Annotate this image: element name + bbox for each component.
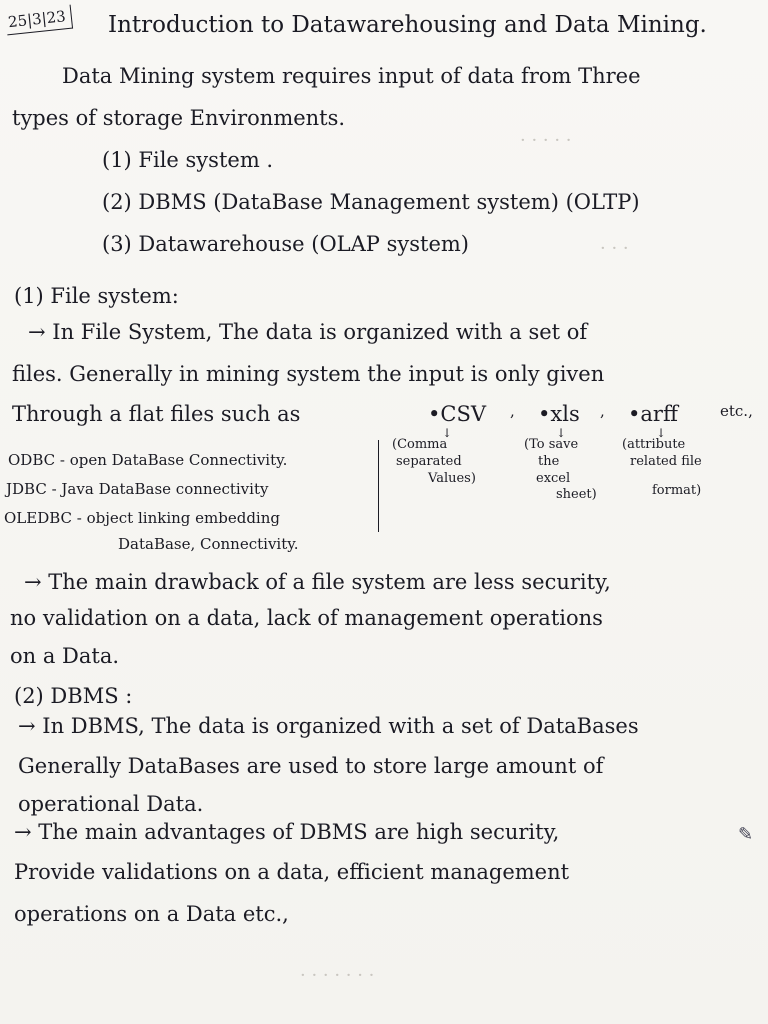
drawback-line-3: on a Data.: [10, 644, 120, 668]
file-system-para-line-1: → In File System, The data is organized with a set of: [28, 320, 588, 344]
intro-line-2: types of storage Environments.: [12, 106, 346, 130]
dbms-adv-line-2: Provide validations on a data, efficient management: [14, 860, 570, 884]
oledbc-line-continued: DataBase, Connectivity.: [118, 535, 299, 553]
dbms-adv-line-3: operations on a Data etc.,: [14, 902, 289, 926]
format-arff: •arff: [628, 402, 678, 426]
storage-item-1: (1) File system .: [102, 148, 274, 172]
jdbc-line: JDBC - Java DataBase connectivity: [6, 480, 269, 498]
arff-note-line: (attribute: [622, 437, 686, 452]
file-system-heading: (1) File system:: [14, 284, 179, 308]
csv-note-line: separated: [396, 454, 462, 469]
page-title: Introduction to Datawarehousing and Data Mining.: [108, 12, 707, 38]
dbms-adv-line-1: → The main advantages of DBMS are high security,: [14, 820, 560, 844]
format-separator: ,: [600, 402, 605, 420]
format-csv: •CSV: [428, 402, 487, 426]
dbms-para-line-3: operational Data.: [18, 792, 204, 816]
bleed-through-text: · · · · · · ·: [300, 965, 375, 986]
xls-note-line: the: [538, 454, 560, 469]
arff-note-line: related file: [630, 454, 702, 469]
drawback-line-1: → The main drawback of a file system are less security,: [24, 570, 611, 594]
xls-note-line: sheet): [556, 487, 597, 502]
dbms-heading: (2) DBMS :: [14, 684, 133, 708]
arrow-down-icon: ↓: [442, 426, 453, 440]
intro-line-1: Data Mining system requires input of data from Three: [62, 64, 641, 88]
bleed-through-text: · · ·: [600, 238, 629, 259]
drawback-line-2: no validation on a data, lack of management operations: [10, 606, 603, 630]
dbms-para-line-1: → In DBMS, The data is organized with a set of DataBases: [18, 714, 639, 738]
etc-text: etc.,: [720, 402, 753, 420]
ink-mark-icon: ✎: [738, 824, 754, 845]
file-system-para-line-2: files. Generally in mining system the input is only given: [12, 362, 605, 386]
arrow-down-icon: ↓: [656, 426, 667, 440]
arrow-down-icon: ↓: [556, 426, 567, 440]
csv-note-line: Values): [428, 471, 476, 486]
oledbc-line: OLEDBC - object linking embedding: [4, 509, 280, 527]
format-xls: •xls: [538, 402, 580, 426]
storage-item-2: (2) DBMS (DataBase Management system) (OLTP): [102, 190, 640, 214]
arff-note-line: format): [652, 483, 702, 498]
format-separator: ,: [510, 402, 515, 420]
odbc-line: ODBC - open DataBase Connectivity.: [8, 451, 288, 469]
storage-item-3: (3) Datawarehouse (OLAP system): [102, 232, 469, 256]
xls-note-line: (To save: [524, 437, 579, 452]
page-date: 25|3|23: [5, 5, 73, 36]
csv-note-line: (Comma: [392, 437, 448, 452]
connectivity-bracket: [378, 440, 379, 532]
file-system-para-line-3: Through a flat files such as: [12, 402, 301, 426]
xls-note-line: excel: [536, 471, 571, 486]
dbms-para-line-2: Generally DataBases are used to store large amount of: [18, 754, 604, 778]
bleed-through-text: · · · · ·: [520, 130, 572, 151]
